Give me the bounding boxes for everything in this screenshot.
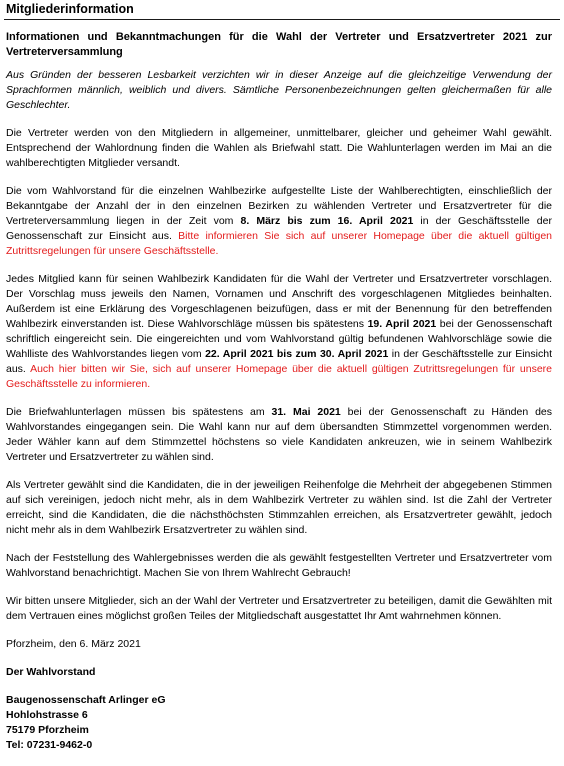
organization-city: 75179 Pforzheim <box>6 724 89 736</box>
text-segment: Jedes Mitglied kann für seinen Wahlbezirk Kandidaten für die Wahl der Vertreter und Ersatzvertreter vorschlagen. Der Vorschlag muss jeweils den Namen, Vornamen und Anschrift des vorgeschlagenen Mitgliedes beinhalten. Außerdem ist eine Erklärung des Vorgeschlagenen beizufügen, dass er mit der Benennung für den betreffenden Wahlbezirk einverstanden ist. Diese Wahlvorschläge müssen bis spätestens <box>6 273 552 330</box>
paragraph-postal-vote <box>6 405 552 465</box>
paragraph-election-result: Als Vertreter gewählt sind die Kandidaten, die in der jeweiligen Reihenfolge die Mehrheit der abgegebenen Stimmen auf sich vereinigen, jedoch nicht mehr, als in dem Wahlbezirk Vertreter zu wählen sind. Ist die Zahl der Vertreter erreicht, sind die Kandidaten, die die nächsthöchsten Stimmzahlen erreichen, als Ersatzvertreter gewählt, jedoch nicht mehr als in dem Wahlbezirk Ersatzvertreter zu wählen sind. <box>6 479 552 536</box>
date-range: 8. März bis zum 16. April 2021 <box>240 215 414 227</box>
organization-name: Baugenossenschaft Arlinger eG <box>6 694 166 706</box>
paragraph-voter-list <box>6 184 552 259</box>
text-segment: bei der Genossenschaft zu Händen des Wahlvorstandes eingegangen sein. Die Wahl kann nur auf dem übersandten Stimmzettel vorgenommen werden. Jeder Wähler kann auf dem Stimmzettel höchstens so viele Kandidaten ankreuzen, wie in seinem Wahlbezirk Vertreter und Ersatzvertreter zu wählen sind. <box>6 406 553 463</box>
paragraph-nominations <box>6 272 552 392</box>
text-segment: Die Briefwahlunterlagen müssen bis spätestens am <box>6 406 272 418</box>
text-segment: in der Geschäftsstelle der Genossenschaft zur Einsicht aus. <box>6 215 552 242</box>
text-segment: bei der Genossenschaft schriftlich eingereicht sein. Die eingereichten und vom Wahlvorstand gültig befundenen Wahlvorschläge sowie die Wahlliste des Wahlvorstandes liegen vom <box>6 318 552 360</box>
paragraph-voting: Die Vertreter werden von den Mitgliedern in allgemeiner, unmittelbarer, gleicher und geheimer Wahl gewählt. Entsprechend der Wahlordnung finden die Wahlen als Briefwahl statt. Die Wahlunterlagen werden im Mai an die wahlberechtigten Mitglieder versandt. <box>6 127 552 169</box>
text-segment: in der Geschäftsstelle zur Einsicht aus. <box>6 348 552 375</box>
date-range: 22. April 2021 bis zum 30. April 2021 <box>205 348 389 360</box>
organization-phone: Tel: 07231-9462-0 <box>6 739 93 751</box>
access-notice: Bitte informieren Sie sich auf unserer Homepage über die aktuell gültigen Zutrittsregelungen für unsere Geschäftsstelle. <box>6 230 552 257</box>
intro-paragraph: Aus Gründen der besseren Lesbarkeit verzichten wir in dieser Anzeige auf die gleichzeitige Verwendung der Sprachformen männlich, weiblich und divers. Sämtliche Personenbezeichnungen gelten gleichermaßen für alle Geschlechter. <box>6 69 552 111</box>
deadline-date: 19. April 2021 <box>367 318 437 330</box>
title-divider <box>4 19 560 20</box>
place-date: Pforzheim, den 6. März 2021 <box>6 638 141 650</box>
access-notice: Auch hier bitten wir Sie, sich auf unserer Homepage über die aktuell gültigen Zutrittsregelungen für unsere Geschäftsstelle zu informieren. <box>6 363 552 390</box>
organization-street: Hohlohstrasse 6 <box>6 709 88 721</box>
signature: Der Wahlvorstand <box>6 666 96 678</box>
paragraph-appeal: Wir bitten unsere Mitglieder, sich an der Wahl der Vertreter und Ersatzvertreter zu beteiligen, damit die Gewählten mit dem Vertrauen eines möglichst großen Teiles der Mitgliedschaft ausgestattet Ihr Amt wahrnehmen können. <box>6 595 552 622</box>
deadline-date: 31. Mai 2021 <box>271 406 341 418</box>
notice-body <box>6 30 552 753</box>
paragraph-notification: Nach der Feststellung des Wahlergebnisses werden die als gewählt festgestellten Vertreter und Ersatzvertreter vom Wahlvorstand benachrichtigt. Machen Sie von Ihrem Wahlrecht Gebrauch! <box>6 552 552 579</box>
notice-heading: Informationen und Bekanntmachungen für die Wahl der Vertreter und Ersatzvertreter 2021 zur Vertreterversammlung <box>6 31 552 58</box>
page-title: Mitgliederinformation <box>6 2 134 16</box>
text-segment: Die vom Wahlvorstand für die einzelnen Wahlbezirke aufgestellte Liste der Wahlberechtigten, einschließlich der Bekanntgabe der Anzahl der in den einzelnen Bezirken zu wählenden Vertreter und Ersatzvertreter für die Vertreterversammlung liegen in der Zeit vom <box>6 185 552 227</box>
